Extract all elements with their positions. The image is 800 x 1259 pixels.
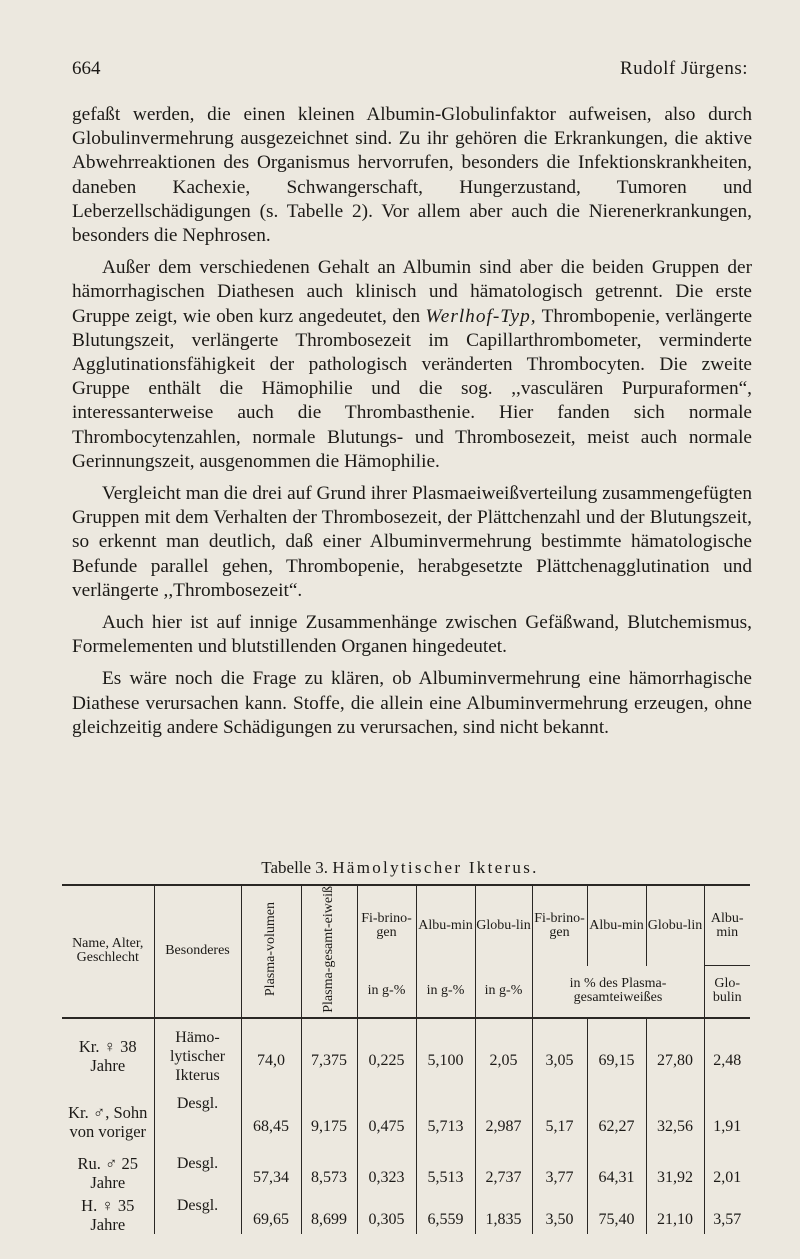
cell-globulin: 2,737 (475, 1150, 532, 1192)
header-gesamteiweiss: Plasma-gesamt-eiweiß (321, 886, 336, 1013)
table-row (62, 1090, 750, 1150)
cell-plasmavolumen: 68,45 (241, 1090, 301, 1150)
cell-quotient: 2,48 (713, 1052, 742, 1070)
cell-name: Kr. ♂, Sohn von voriger (62, 1090, 154, 1150)
header-gesamteiweiss-cell (301, 885, 357, 1018)
cell-fibrinogen: 0,323 (357, 1150, 416, 1192)
header-plasmavolumen-cell (241, 885, 301, 1018)
cell-albumin: 5,713 (416, 1090, 475, 1150)
paragraph-1: gefaßt werden, die einen kleinen Albumin-Globulinfaktor aufweisen, also durch Globulinvermehrung ausgezeichnet sind. Zu ihr gehören die Erkrankungen, die aktive Abwehrreaktionen des Organismus hervorrufen, besonders die Infektionskrankheiten, daneben Kachexie, Schwangerschaft, Hungerzustand, Tumoren und Leberzellschädigungen (s. Tabelle 2). Vor allem aber auch die Nierenerkrankungen, besonders die Nephrosen. (72, 104, 752, 247)
cell-globulin-pct: 31,92 (646, 1150, 704, 1192)
cell-besonderes: Hämo-lytischer Ikterus (154, 1018, 241, 1090)
cell-fibrinogen: 0,305 (357, 1192, 416, 1234)
paragraph-2-part-1: Außer dem verschiedenen Gehalt an Albumin sind aber die beiden Gruppen der hämorrhagischen Diathesen auch klinisch und hämatologisch getrennt. Die erste Gruppe zeigt, wie oben kurz angedeutet, den (72, 257, 752, 327)
unit-fibrinogen: in g-% (357, 966, 416, 1018)
cell-quotient: 2,01 (713, 1168, 742, 1186)
cell-plasmavolumen: 57,34 (241, 1150, 301, 1192)
cell-fibrinogen-pct: 3,50 (532, 1192, 587, 1234)
page-header (72, 58, 748, 88)
cell-globulin: 2,987 (475, 1090, 532, 1150)
cell-gesamteiweiss: 7,375 (301, 1018, 357, 1090)
cell-quotient: 1,91 (713, 1117, 742, 1135)
cell-name: Ru. ♂ 25 Jahre (62, 1150, 154, 1192)
cell-globulin: 2,05 (475, 1018, 532, 1090)
cell-plasmavolumen: 69,65 (241, 1192, 301, 1234)
header-fibrinogen-pct: Fi-brino-gen (532, 885, 587, 966)
header-globulin-pct: Globu-lin (646, 885, 704, 966)
header-quotient-top: Albu-min (704, 885, 750, 966)
header-plasmavolumen: Plasma-volumen (263, 902, 278, 997)
cell-gesamteiweiss: 9,175 (301, 1090, 357, 1150)
paragraph-3: Vergleicht man die drei auf Grund ihrer Plasmaeiweißverteilung zusammengefügten Gruppen mit dem Verhalten der Thrombosezeit, der Plättchenzahl und der Blutungszeit, so erkennt man deutlich, daß einer Albuminvermehrung bestimmte hämatologische Befunde parallel gehen, Thrombopenie, herabgesetzte Plättchenagglutination und verlängerte ,,Thrombosezeit“. (72, 483, 752, 601)
body-text (72, 103, 752, 740)
table-caption (0, 858, 800, 878)
header-fibrinogen: Fi-brino-gen (357, 885, 416, 966)
cell-globulin-pct: 21,10 (646, 1192, 704, 1234)
cell-globulin-pct: 27,80 (646, 1018, 704, 1090)
cell-albumin-pct: 62,27 (587, 1090, 646, 1150)
cell-albumin-pct: 69,15 (587, 1018, 646, 1090)
paragraph-5: Es wäre noch die Frage zu klären, ob Albuminvermehrung eine hämorrhagische Diathese verursachen kann. Stoffe, die allein eine Albuminvermehrung erzeugen, ohne gleichzeitig andere Schädigungen zu verursachen, sind nicht bekannt. (72, 668, 752, 738)
cell-fibrinogen-pct: 5,17 (532, 1090, 587, 1150)
paragraph-2 (72, 256, 752, 474)
cell-gesamteiweiss: 8,573 (301, 1150, 357, 1192)
paragraph-4: Auch hier ist auf innige Zusammenhänge zwischen Gefäßwand, Blutchemismus, Formelementen und blutstillenden Organen hingedeutet. (72, 612, 752, 658)
table-row (62, 1150, 750, 1192)
header-albumin: Albu-min (416, 885, 475, 966)
cell-albumin: 5,513 (416, 1150, 475, 1192)
cell-name: H. ♀ 35 Jahre (62, 1192, 154, 1234)
table-title: Hämolytischer Ikterus. (332, 858, 539, 877)
cell-gesamteiweiss: 8,699 (301, 1192, 357, 1234)
cell-albumin: 5,100 (416, 1018, 475, 1090)
cell-globulin-pct: 32,56 (646, 1090, 704, 1150)
cell-albumin: 6,559 (416, 1192, 475, 1234)
werlhof-type-term: Werlhof-Typ, (425, 305, 537, 327)
cell-fibrinogen: 0,475 (357, 1090, 416, 1150)
header-besonderes: Besonderes (154, 885, 241, 1018)
cell-fibrinogen: 0,225 (357, 1018, 416, 1090)
cell-besonderes: Desgl. (154, 1150, 241, 1192)
unit-albumin: in g-% (416, 966, 475, 1018)
header-albumin-pct: Albu-min (587, 885, 646, 966)
cell-name: Kr. ♀ 38 Jahre (62, 1018, 154, 1090)
running-head: Rudolf Jürgens: (619, 58, 748, 79)
table-row (62, 1018, 750, 1090)
cell-albumin-pct: 75,40 (587, 1192, 646, 1234)
table-label: Tabelle 3. (261, 858, 329, 877)
cell-fibrinogen-pct: 3,05 (532, 1018, 587, 1090)
cell-besonderes: Desgl. (154, 1192, 241, 1234)
header-globulin: Globu-lin (475, 885, 532, 966)
unit-percent: in % des Plasma-gesamteiweißes (532, 966, 704, 1018)
cell-besonderes: Desgl. (154, 1090, 241, 1150)
cell-globulin: 1,835 (475, 1192, 532, 1234)
cell-plasmavolumen: 74,0 (241, 1018, 301, 1090)
data-table (62, 884, 750, 1234)
table-row (62, 1192, 750, 1234)
paragraph-2-part-2: Thrombopenie, verlängerte Blutungszeit, verlängerte Thrombosezeit im Capillarthrombometer, verminderte Agglutinationsfähigkeit der pathologisch veränderten Thrombocyten. Die zweite Gruppe enthält die Hämophilie und die sog. ,,vasculären Purpuraformen“, interessanterweise auch die Thrombasthenie. Hier fanden sich normale Thrombocytenzahlen, normale Blutungs- und Thrombosezeit, meist auch normale Gerinnungszeit, ausgenommen die Hämophilie. (72, 305, 752, 472)
cell-albumin-pct: 64,31 (587, 1150, 646, 1192)
unit-globulin: in g-% (475, 966, 532, 1018)
header-name: Name, Alter, Geschlecht (62, 885, 154, 1018)
page-number: 664 (72, 58, 101, 79)
cell-quotient: 3,57 (713, 1210, 742, 1228)
cell-fibrinogen-pct: 3,77 (532, 1150, 587, 1192)
header-quotient-bottom: Glo-bulin (704, 966, 750, 1018)
